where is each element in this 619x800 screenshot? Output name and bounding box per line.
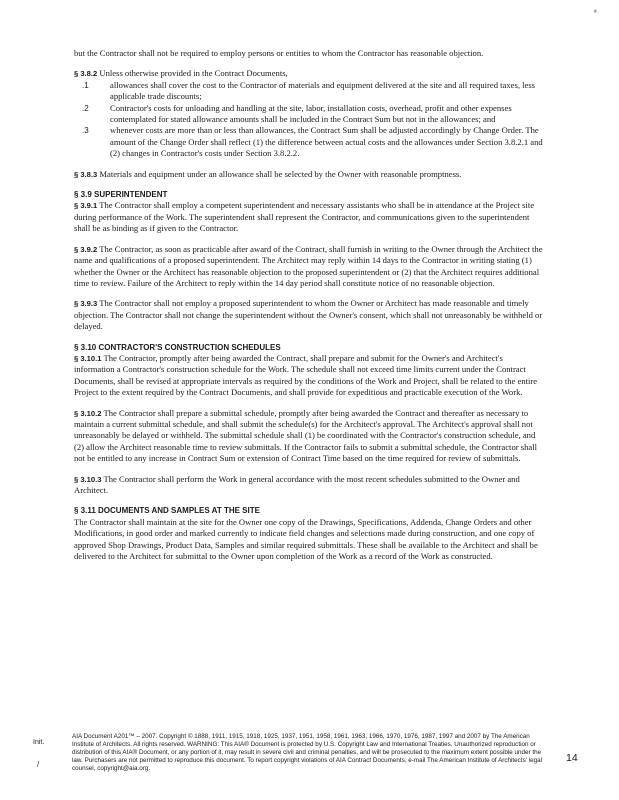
section-text: Unless otherwise provided in the Contract Documents,	[99, 68, 288, 79]
section-3-8-3	[74, 169, 544, 180]
corner-mark: *	[593, 8, 597, 18]
section-3-10-2	[74, 408, 544, 465]
section-3-9-1	[74, 200, 544, 234]
intro-paragraph: but the Contractor shall not be required to employ persons or entities to whom the Contractor has reasonable objection.	[74, 48, 484, 58]
section-number: § 3.9.2	[74, 244, 98, 254]
section-3-10-1	[74, 353, 544, 399]
section-text: The Contractor shall perform the Work in general accordance with the most recent schedules submitted to the Owner and Architect.	[74, 473, 520, 495]
item-text: Contractor's costs for unloading and handling at the site, labor, installation costs, overhead, profit and other expenses contemplated for stated allowance amounts shall be included in the Contract Sum but not in the allowances; and	[110, 102, 512, 125]
heading-superintendent: § 3.9 SUPERINTENDENT	[74, 190, 168, 200]
section-text: Materials and equipment under an allowance shall be selected by the Owner with reasonable promptness.	[99, 168, 462, 179]
item-text: allowances shall cover the cost to the Contractor of materials and equipment delivered at the site and all required taxes, less applicable trade discounts;	[110, 79, 536, 102]
heading-construction-schedules: § 3.10 CONTRACTOR'S CONSTRUCTION SCHEDULES	[74, 342, 281, 352]
item-number: .3	[82, 126, 89, 136]
section-text: The Contractor shall not employ a proposed superintendent to whom the Owner or Architect has made reasonable and timely objection. The Contractor shall not change the superintendent without the Owner's consent, which shall not unreasonably be withheld or delayed.	[74, 298, 543, 332]
list-item	[74, 103, 544, 126]
item-number: .1	[82, 80, 89, 90]
item-number: .2	[82, 103, 89, 113]
section-3-8-2	[74, 68, 544, 79]
section-3-9-2	[74, 244, 544, 290]
section-3-8-2-items	[74, 80, 544, 160]
section-number: § 3.9.3	[74, 299, 98, 309]
list-item	[74, 80, 544, 103]
section-3-10-3	[74, 474, 544, 497]
section-text: The Contractor shall employ a competent superintendent and necessary assistants who shall be in attendance at the Project site during performance of the Work. The superintendent shall represent the Contractor, and communications given to the superintendent shall be as binding as if given to the Contractor.	[74, 200, 535, 234]
section-text: The Contractor, as soon as practicable after award of the Contract, shall furnish in writing to the Owner through the Architect the name and qualifications of a proposed superintendent. The Architect may reply within 14 days to the Contractor in writing stating (1) whether the Owner or the Architect has reasonable objection to the proposed superintendent or (2) that the Architect requires additional time to review. Failure of the Architect to reply within the 14 day period shall constitute notice of no reasonable objection.	[74, 243, 543, 288]
section-number: § 3.10.3	[74, 474, 102, 484]
list-item	[74, 125, 544, 159]
heading-documents-samples: § 3.11 DOCUMENTS AND SAMPLES AT THE SITE	[74, 506, 260, 516]
initials-label: Init.	[33, 739, 45, 746]
section-number: § 3.8.3	[74, 169, 98, 179]
section-3-11: The Contractor shall maintain at the site for the Owner one copy of the Drawings, Specifications, Addenda, Change Orders and other Modifications, in good order and marked currently to indicate field changes and selections made during construction, and one copy of approved Shop Drawings, Product Data, Samples and similar required submittals. These shall be available to the Architect and shall be delivered to the Architect for submittal to the Owner upon completion of the Work as a record of the Work as constructed.	[74, 516, 538, 562]
item-text: whenever costs are more than or less than allowances, the Contract Sum shall be adjusted accordingly by Change Order. The amount of the Change Order shall reflect (1) the difference between actual costs and the allowances under Section 3.8.2.1 and (2) changes in Contractor's costs under Section 3.8.2.2.	[110, 125, 543, 159]
page-number: 14	[566, 752, 578, 764]
section-number: § 3.8.2	[74, 69, 98, 79]
footer-legal-notice: AIA Document A201™ – 2007. Copyright © 1888, 1911, 1915, 1918, 1925, 1937, 1951, 1958, 1961, 1963, 1966, 1970, 1976, 1987, 1997 and 2007 by The American Institute of Architects. All rights reserved. WARNING: This AIA® Document is protected by U.S. Copyright Law and International Treaties. Unauthorized reproduction or distribution of this AIA® Document, or any portion of it, may result in severe civil and criminal penalties, and will be prosecuted to the maximum extent possible under the law. Purchasers are not permitted to reproduce this document. To report copyright violations of AIA Contract Documents, e-mail The American Institute of Architects' legal counsel, copyright@aia.org.	[72, 733, 542, 773]
section-3-9-3	[74, 298, 544, 332]
section-number: § 3.9.1	[74, 201, 98, 211]
section-text: The Contractor shall prepare a submittal schedule, promptly after being awarded the Contract and thereafter as necessary to maintain a current submittal schedule, and shall submit the schedule(s) for the Architect's approval. The Architect's approval shall not unreasonably be delayed or withheld. The submittal schedule shall (1) be coordinated with the Contractor's construction schedule, and (2) allow the Architect reasonable time to review submittals. If the Contractor fails to submit a submittal schedule, the Contractor shall not be entitled to any increase in Contract Sum or extension of Contract Time based on the time required for review of submittals.	[74, 407, 537, 464]
section-number: § 3.10.1	[74, 353, 102, 363]
section-number: § 3.10.2	[74, 408, 102, 418]
section-text: The Contractor, promptly after being awarded the Contract, shall prepare and submit for the Owner's and Architect's information a Contractor's construction schedule for the Work. The schedule shall not exceed time limits current under the Contract Documents, shall be revised at appropriate intervals as required by the conditions of the Work and Project, shall be related to the entire Project to the extent required by the Contract Documents, and shall provide for expeditious and practicable execution of the Work.	[74, 352, 538, 398]
body-text	[74, 48, 544, 571]
initials-slash: /	[37, 760, 40, 769]
